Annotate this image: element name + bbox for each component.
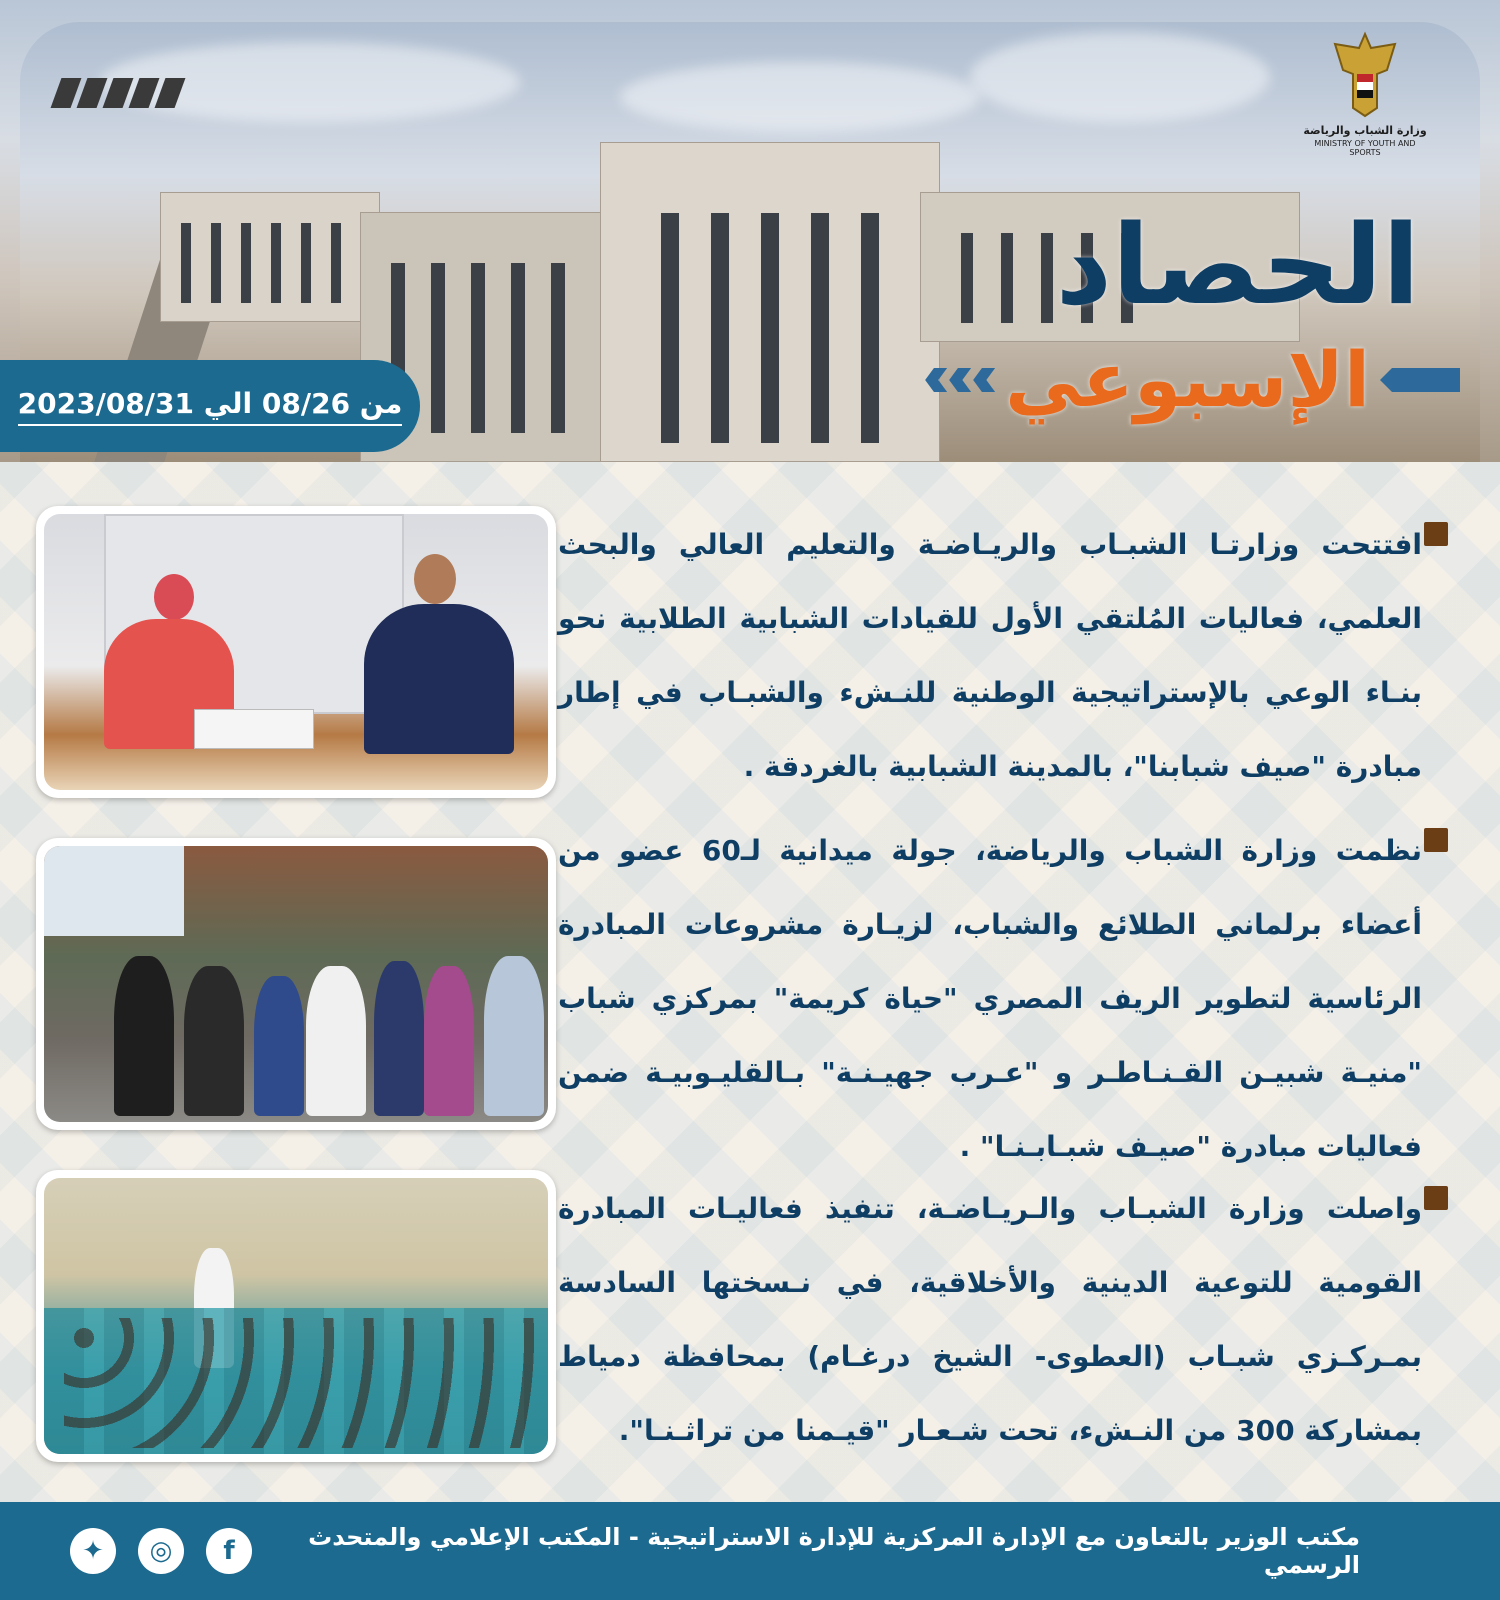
page-subtitle: الإسبوعي xyxy=(1005,335,1370,424)
banner-sign xyxy=(44,846,184,936)
logo-name-en: MINISTRY OF YOUTH AND SPORTS xyxy=(1314,139,1416,157)
main-building xyxy=(600,142,940,462)
bullet-square-icon xyxy=(1424,828,1448,852)
bullet-square-icon xyxy=(1424,522,1448,546)
news-item-text: افتتحت وزارتـا الشبـاب والريـاضـة والتعليم العالي والبحث العلمي، فعاليات المُلتقي الأول للقيادات الشبابية الطلابية نحو بنـاء الوعي بالإستراتيجية الوطنية للنـشء والشبـاب في إطار مبادرة "صيف شبابنا"، بالمدينة الشبابية بالغردقة . xyxy=(558,528,1422,783)
news-photo-2 xyxy=(36,838,556,1130)
eagle-emblem-icon xyxy=(1325,30,1405,120)
social-links xyxy=(70,1528,252,1574)
dash-marks-decoration xyxy=(56,78,180,108)
bullet-square-icon xyxy=(1424,1186,1448,1210)
logo-name-ar: وزارة الشباب والرياضة xyxy=(1303,124,1427,137)
cloud xyxy=(970,32,1270,122)
date-range-badge xyxy=(0,360,420,452)
news-photo-3 xyxy=(36,1170,556,1462)
news-item-1 xyxy=(558,508,1448,804)
news-photo-1 xyxy=(36,506,556,798)
cloud xyxy=(620,62,980,132)
page-title: الحصاد xyxy=(1055,201,1420,329)
person-figure xyxy=(114,956,174,1116)
person-figure xyxy=(374,961,424,1116)
ministry-logo xyxy=(1300,30,1430,170)
header-banner xyxy=(0,0,1500,462)
arrow-bar-decoration xyxy=(1380,368,1460,392)
audience-heads xyxy=(64,1318,544,1448)
twitter-icon[interactable]: ✦ xyxy=(70,1528,116,1574)
news-item-text: واصلت وزارة الشبـاب والـريـاضـة، تنفيذ فعاليـات المبادرة القومية للتوعية الدينية والأخلاقية، في نـسختها السادسة بمـركـزي شبـاب (العطوى- الشيخ درغـام) بمحافظة دمياط بمشاركة 300 من النـشء، تحت شـعـار "قيـمنا من تراثـنـا". xyxy=(558,1192,1422,1447)
person-figure xyxy=(184,966,244,1116)
building xyxy=(160,192,380,322)
person-head xyxy=(154,574,194,620)
instagram-icon[interactable]: ◎ xyxy=(138,1528,184,1574)
subtitle-row xyxy=(900,330,1460,430)
person-head xyxy=(414,554,456,604)
person-figure xyxy=(484,956,544,1116)
footer-bar xyxy=(0,1502,1500,1600)
news-item-text: نظمت وزارة الشباب والرياضة، جولة ميدانية لـ60 عضو من أعضاء برلماني الطلائع والشباب، لزيـارة مشروعات المبادرة الرئاسية لتطوير الريف المصري "حياة كريمة" بمركزي شباب "منيـة شبيـن القـنـاطـر و "عـرب جهيـنـة" بـالقليـوبيـة ضمن فعاليات مبادرة "صيـف شبـابـنـا" . xyxy=(558,834,1422,1163)
projector xyxy=(194,709,314,749)
news-item-3 xyxy=(558,1172,1448,1468)
chevron-arrows-icon xyxy=(925,368,995,392)
footer-credit: مكتب الوزير بالتعاون مع الإدارة المركزية للإدارة الاستراتيجية - المكتب الإعلامي والمتحدث الرسمي xyxy=(308,1523,1360,1579)
person-figure xyxy=(424,966,474,1116)
person-figure xyxy=(254,976,304,1116)
news-item-2 xyxy=(558,814,1448,1184)
facebook-icon[interactable]: f xyxy=(206,1528,252,1574)
person-figure xyxy=(306,966,366,1116)
date-range-text: من 08/26 الي 2023/08/31 xyxy=(18,387,403,426)
person-figure xyxy=(364,604,514,754)
